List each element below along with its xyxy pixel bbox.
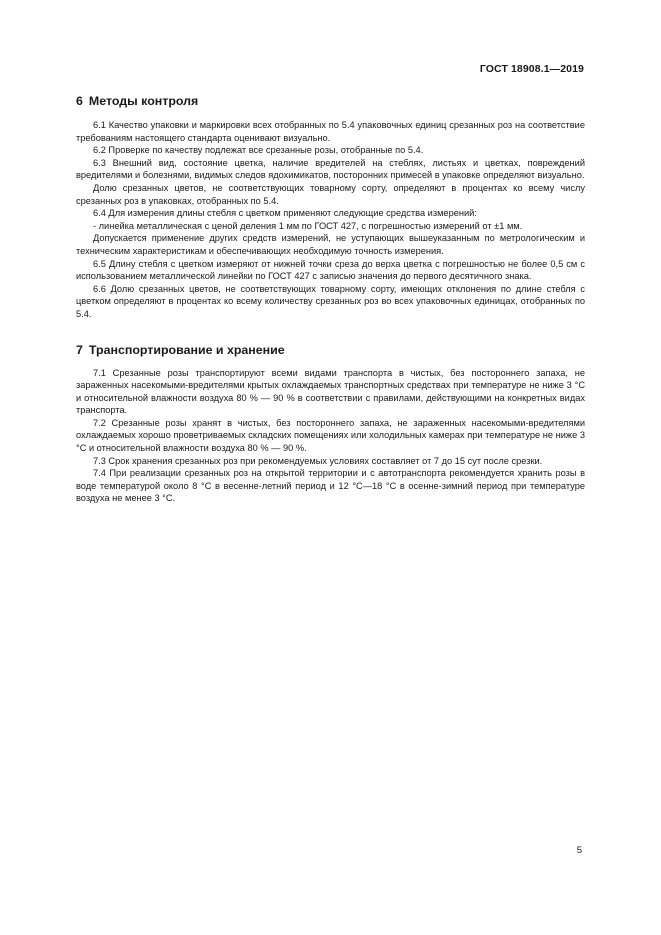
section-title: Методы контроля bbox=[88, 94, 199, 108]
section-6 bbox=[76, 93, 585, 321]
paragraph-7-4: 7.4 При реализации срезанных роз на открытой территории и с автотранспорта рекомендуется хранить розы в воде температурой около 8 °С в весенне-летний период и 12 °С—18 °С в осенне-зимний период при температуре воздуха не менее 3 °С. bbox=[76, 468, 585, 504]
document-id: ГОСТ 18908.1—2019 bbox=[479, 63, 584, 75]
paragraph-6-3-cont: Долю срезанных цветов, не соответствующих товарному сорту, определяют в процентах ко всему числу срезанных роз в упаковках, отобранных по 5.4. bbox=[76, 182, 585, 206]
section-heading bbox=[76, 93, 585, 109]
list-item-ruler: - линейка металлическая с ценой деления 1 мм по ГОСТ 427, с погрешностью измерений от ±1 мм. bbox=[93, 220, 523, 231]
paragraph-6-3: 6.3 Внешний вид, состояние цветка, наличие вредителей на стеблях, листьях и цветках, повреждений вредителями и болезнями, видимых следов ядохимикатов, посторонних примесей в упаковке определяют визуально. bbox=[76, 157, 585, 181]
section-title: Транспортирование и хранение bbox=[88, 342, 285, 357]
paragraph-7-3: 7.3 Срок хранения срезанных роз при рекомендуемых условиях составляет от 7 до 15 сут после срезки. bbox=[93, 455, 543, 466]
section-heading bbox=[76, 342, 585, 358]
page-number: 5 bbox=[576, 845, 582, 856]
paragraph-6-4: 6.4 Для измерения длины стебля с цветком применяют следующие средства измерений: bbox=[93, 208, 477, 219]
paragraph-6-2: 6.2 Проверке по качеству подлежат все срезанные розы, отобранные по 5.4. bbox=[93, 145, 424, 156]
section-number: 6 bbox=[76, 94, 83, 108]
section-number: 7 bbox=[76, 342, 83, 357]
paragraph-6-4-cont: Допускается применение других средств измерений, не уступающих вышеуказанным по метрологическим и техническим характеристикам и обеспечивающих необходимую точность измерения. bbox=[76, 233, 585, 256]
paragraph-6-6: 6.6 Долю срезанных цветов, не соответствующих товарному сорту, имеющих отклонения по длине стебля с цветком определяют в процентах ко всему количеству срезанных роз во всех упаковочных единицах, отобранных по 5.4. bbox=[76, 283, 585, 319]
section-7 bbox=[76, 342, 585, 506]
page-content bbox=[76, 93, 585, 505]
paragraph-6-1: 6.1 Качество упаковки и маркировки всех отобранных по 5.4 упаковочных единиц срезанных роз на соответствие требованиям настоящего стандарта оценивают визуально. bbox=[76, 120, 585, 143]
paragraph-6-5: 6.5 Длину стебля с цветком измеряют от нижней точки среза до верха цветка с погрешностью не более 0,5 см с использованием металлической линейки по ГОСТ 427 с записью значения до первого десятичного знака. bbox=[76, 258, 585, 282]
paragraph-7-1: 7.1 Срезанные розы транспортируют всеми видами транспорта в чистых, без постороннего запаха, не зараженных насекомыми-вредителями крытых охлаждаемых транспортных средствах при температуре не ниже 3 °С и относительной влажности воздуха 80 % — 90 % в соответствии с правилами, действующими на конкретных видах транспорта. bbox=[76, 367, 585, 416]
paragraph-7-2: 7.2 Срезанные розы хранят в чистых, без постороннего запаха, не зараженных насекомыми-вредителями охлаждаемых хорошо проветриваемых складских помещениях или холодильных камерах при температуре не ниже 3 °С и относительной влажности воздуха 80 % — 90 %. bbox=[76, 417, 585, 454]
